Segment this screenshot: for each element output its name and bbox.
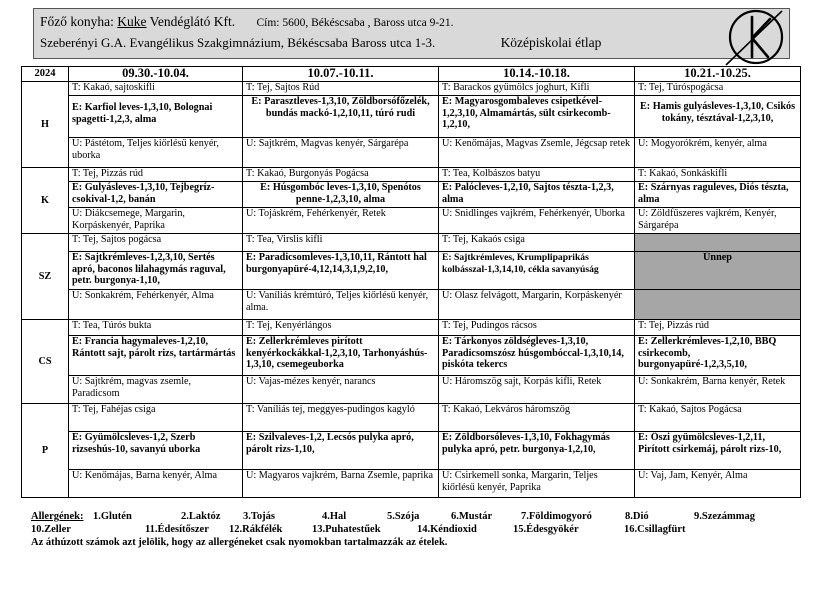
breakfast-cell: T: Tej, Pizzás rúd xyxy=(69,168,243,182)
snack-cell: U: Sonkakrém, Barna kenyér, Retek xyxy=(635,376,801,404)
allergen-note: Az áthúzott számok azt jelölik, hogy az allergéneket csak nyomokban tartalmazzák az ételek. xyxy=(31,537,448,548)
breakfast-cell: T: Vaníliás tej, meggyes-pudingos kagyló xyxy=(243,404,439,432)
allergen-item: 6.Mustár xyxy=(451,511,493,522)
allergen-item: 11.Édesítőszer xyxy=(145,524,209,535)
lunch-cell: E: Sajtkrémleves, Krumplipaprikás kolbásszal-1,3,14,10, cékla savanyúság xyxy=(439,252,635,290)
snack-cell: U: Sajtkrém, magvas zsemle, Paradicsom xyxy=(69,376,243,404)
lunch-cell: E: Karfiol leves-1,3,10, Bolognai spagetti-1,2,3, alma xyxy=(69,96,243,138)
allergen-item: 2.Laktóz xyxy=(181,511,221,522)
snack-cell: U: Vajas-mézes kenyér, narancs xyxy=(243,376,439,404)
snack-cell: U: Zöldfűszeres vajkrém, Kenyér, Sárgarépa xyxy=(635,208,801,234)
allergen-item: 14.Kéndioxid xyxy=(417,524,477,535)
allergen-item: 7.Földimogyoró xyxy=(521,511,592,522)
week-header: 10.14.-10.18. xyxy=(439,67,635,82)
breakfast-row xyxy=(22,82,801,96)
breakfast-cell: T: Kakaó, Sajtos Pogácsa xyxy=(635,404,801,432)
lunch-cell: E: Parasztleves-1,3,10, Zöldborsófőzelék, bundás mackó-1,2,10,11, túró rudi xyxy=(243,96,439,138)
allergen-label: Allergének: xyxy=(31,511,84,522)
week-header: 10.21.-10.25. xyxy=(635,67,801,82)
snack-cell: U: Háromszög sajt, Korpás kifli, Retek xyxy=(439,376,635,404)
snack-cell: U: Sajtkrém, Magvas kenyér, Sárgarépa xyxy=(243,138,439,168)
kitchen-line xyxy=(40,14,454,30)
breakfast-cell: T: Tej, Kenyérlángos xyxy=(243,320,439,336)
lunch-row xyxy=(22,432,801,470)
allergen-row-1 xyxy=(31,510,811,523)
lunch-cell: E: Gyümölcsleves-1,2, Szerb rizseshús-10, savanyú uborka xyxy=(69,432,243,470)
lunch-cell: E: Sajtkrémleves-1,2,3,10, Sertés apró, baconos lilahagymás raguval, petr. burgonya-1,10, xyxy=(69,252,243,290)
breakfast-row xyxy=(22,404,801,432)
snack-cell: U: Csirkemell sonka, Margarin, Teljes kiőrlésű kenyér, Paprika xyxy=(439,470,635,498)
breakfast-row xyxy=(22,168,801,182)
day-label: SZ xyxy=(22,234,69,320)
year-cell: 2024 xyxy=(22,67,69,82)
snack-cell: U: Vaj, Jam, Kenyér, Alma xyxy=(635,470,801,498)
lunch-row xyxy=(22,182,801,208)
breakfast-cell: T: Tea, Túrós bukta xyxy=(69,320,243,336)
day-label: P xyxy=(22,404,69,498)
snack-cell: U: Mogyorókrém, kenyér, alma xyxy=(635,138,801,168)
allergen-item: 15.Édesgyökér xyxy=(513,524,579,535)
allergen-legend xyxy=(31,510,811,549)
snack-cell: U: Kenőmájas, Magvas Zsemle, Jégcsap retek xyxy=(439,138,635,168)
snack-cell: U: Diákcsemege, Margarin, Korpáskenyér, Paprika xyxy=(69,208,243,234)
allergen-item: 5.Szója xyxy=(387,511,420,522)
kuke-logo xyxy=(722,5,792,69)
lunch-cell: E: Őszi gyümölcsleves-1,2,11, Pirított csirkemáj, párolt rizs-10, xyxy=(635,432,801,470)
snack-row xyxy=(22,290,801,320)
allergen-row-2 xyxy=(31,523,811,536)
lunch-cell: E: Szárnyas raguleves, Diós tészta, alma xyxy=(635,182,801,208)
breakfast-cell: T: Tej, Pizzás rúd xyxy=(635,320,801,336)
allergen-item: 4.Hal xyxy=(322,511,347,522)
week-header: 10.07.-10.11. xyxy=(243,67,439,82)
lunch-cell: E: Paradicsomleves-1,3,10,11, Rántott hal burgonyapüré-4,12,14,3,1,9,2,10, xyxy=(243,252,439,290)
snack-cell: U: Sonkakrém, Fehérkenyér, Alma xyxy=(69,290,243,320)
lunch-row xyxy=(22,252,801,290)
menu-table xyxy=(21,66,801,498)
lunch-cell: E: Húsgombóc leves-1,3,10, Spenótos penne-1,2,3,10, alma xyxy=(243,182,439,208)
breakfast-cell: T: Kakaó, Sonkáskifli xyxy=(635,168,801,182)
breakfast-cell: T: Tej, Sajtos Rúd xyxy=(243,82,439,96)
day-label: CS xyxy=(22,320,69,404)
allergen-item: 10.Zeller xyxy=(31,524,71,535)
breakfast-cell-empty xyxy=(635,234,801,252)
breakfast-row xyxy=(22,234,801,252)
day-label: K xyxy=(22,168,69,234)
kitchen-rest: Vendéglátó Kft. xyxy=(146,14,236,29)
allergen-item: 16.Csillagfürt xyxy=(624,524,686,535)
breakfast-row xyxy=(22,320,801,336)
lunch-cell: E: Gulyásleves-1,3,10, Tejbegríz-csokival-1,2, banán xyxy=(69,182,243,208)
lunch-cell: E: Zellerkrémleves pirított kenyérkockákkal-1,2,3,10, Tarhonyáshús-1,3,10, csemegeuborka xyxy=(243,336,439,376)
week-header-row xyxy=(22,67,801,82)
snack-cell-empty xyxy=(635,290,801,320)
snack-cell: U: Vaníliás krémtúró, Teljes kiőrlésű kenyér, alma. xyxy=(243,290,439,320)
breakfast-cell: T: Kakaó, sajtoskifli xyxy=(69,82,243,96)
snack-cell: U: Tojáskrém, Fehérkenyér, Retek xyxy=(243,208,439,234)
lunch-cell: E: Magyarosgombaleves csipetkével-1,2,3,10, Almamártás, sült csirkecomb-1,2,10, xyxy=(439,96,635,138)
breakfast-cell: T: Barackos gyümölcs joghurt, Kifli xyxy=(439,82,635,96)
week-header: 09.30.-10.04. xyxy=(69,67,243,82)
snack-row xyxy=(22,470,801,498)
header-box xyxy=(33,8,790,59)
school-line xyxy=(40,35,601,51)
lunch-row xyxy=(22,96,801,138)
day-label: H xyxy=(22,82,69,168)
holiday-cell: Ünnep xyxy=(635,252,801,290)
lunch-cell: E: Zöldborsóleves-1,3,10, Fokhagymás pulyka apró, petr. burgonya-1,2,10, xyxy=(439,432,635,470)
kitchen-name: Kuke xyxy=(117,14,147,29)
allergen-item: 1.Glutén xyxy=(93,511,132,522)
lunch-cell: E: Francia hagymaleves-1,2,10, Rántott sajt, párolt rizs, tartármártás xyxy=(69,336,243,376)
breakfast-cell: T: Tej, Pudingos rácsos xyxy=(439,320,635,336)
breakfast-cell: T: Tea, Virslis kifli xyxy=(243,234,439,252)
allergen-item: 3.Tojás xyxy=(243,511,275,522)
kitchen-address: Cím: 5600, Békéscsaba , Baross utca 9-21. xyxy=(256,17,454,29)
breakfast-cell: T: Tea, Kolbászos batyu xyxy=(439,168,635,182)
school-name: Szeberényi G.A. Evangélikus Szakgimnázium, Békéscsaba Baross utca 1-3. xyxy=(40,35,436,50)
lunch-cell: E: Szilvaleves-1,2, Lecsós pulyka apró, párolt rizs-1,10, xyxy=(243,432,439,470)
snack-cell: U: Olasz felvágott, Margarin, Korpáskenyér xyxy=(439,290,635,320)
lunch-cell: E: Hamis gulyásleves-1,3,10, Csikós tokány, tésztával-1,2,3,10, xyxy=(635,96,801,138)
breakfast-cell: T: Tej, Kakaós csiga xyxy=(439,234,635,252)
breakfast-cell: T: Kakaó, Burgonyás Pogácsa xyxy=(243,168,439,182)
menu-title: Középiskolai étlap xyxy=(500,35,602,50)
snack-row xyxy=(22,208,801,234)
snack-cell: U: Snidlinges vajkrém, Fehérkenyér, Uborka xyxy=(439,208,635,234)
allergen-item: 9.Szezámmag xyxy=(694,511,755,522)
snack-cell: U: Pástétom, Teljes kiőrlésű kenyér, uborka xyxy=(69,138,243,168)
lunch-cell: E: Zellerkrémleves-1,2,10, BBQ csirkecomb, burgonyapüré-1,2,3,5,10, xyxy=(635,336,801,376)
breakfast-cell: T: Kakaó, Lekváros háromszög xyxy=(439,404,635,432)
breakfast-cell: T: Tej, Fahéjas csiga xyxy=(69,404,243,432)
allergen-item: 8.Dió xyxy=(625,511,649,522)
kitchen-label: Főző konyha: xyxy=(40,14,114,29)
snack-row xyxy=(22,376,801,404)
allergen-item: 13.Puhatestűek xyxy=(312,524,381,535)
snack-cell: U: Magyaros vajkrém, Barna Zsemle, paprika xyxy=(243,470,439,498)
lunch-cell: E: Tárkonyos zöldségleves-1,3,10, Paradicsomszósz húsgombóccal-1,3,10,14, piskóta tekercs xyxy=(439,336,635,376)
lunch-cell: E: Palócleves-1,2,10, Sajtos tészta-1,2,3, alma xyxy=(439,182,635,208)
snack-cell: U: Kenőmájas, Barna kenyér, Alma xyxy=(69,470,243,498)
lunch-row xyxy=(22,336,801,376)
snack-row xyxy=(22,138,801,168)
allergen-item: 12.Rákfélék xyxy=(229,524,283,535)
breakfast-cell: T: Tej, Sajtos pogácsa xyxy=(69,234,243,252)
breakfast-cell: T: Tej, Túróspogácsa xyxy=(635,82,801,96)
